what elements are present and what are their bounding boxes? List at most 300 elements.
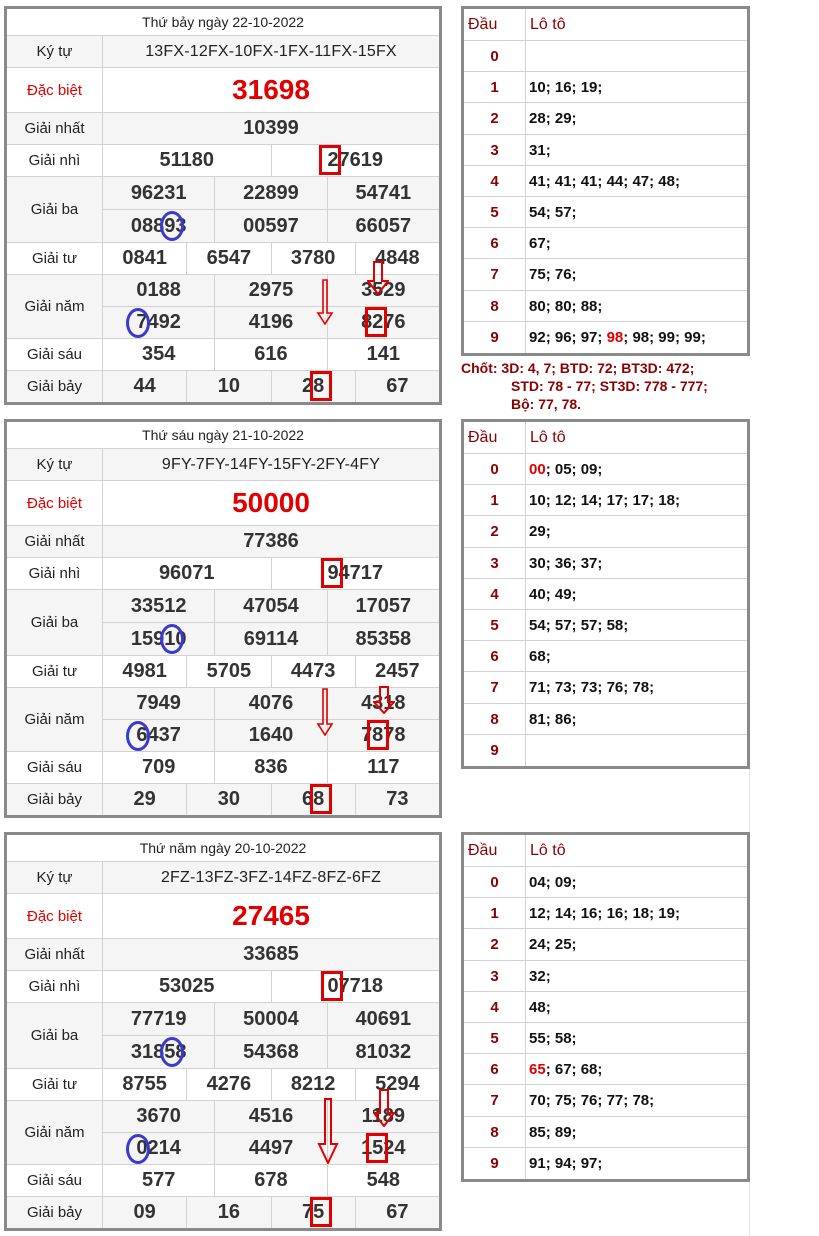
- giai-bay-value: 09: [133, 1201, 156, 1223]
- giai-nam-number: 4318: [361, 692, 406, 714]
- row-dac-biet: [7, 894, 439, 939]
- giai-nam-value: [327, 1133, 439, 1164]
- loto-number: 47: [632, 172, 650, 190]
- loto-number: 36: [554, 554, 572, 572]
- loto-table-2: [461, 419, 750, 769]
- loto-row: [464, 641, 747, 672]
- label-giai-sau: Giải sáu: [7, 752, 103, 783]
- giai-bay-value: 67: [355, 371, 439, 402]
- giai-bay-value: 16: [186, 1197, 270, 1228]
- giai-nam-value: 3670: [136, 1105, 181, 1127]
- row-giai-nhi: [7, 558, 439, 590]
- dau-value: 6: [464, 1054, 526, 1084]
- giai-nhi-value: 51180: [159, 149, 214, 171]
- row-giai-sau: [7, 1165, 439, 1197]
- loto-header-label: Lô tô: [530, 842, 566, 859]
- loto-number: 16: [554, 79, 572, 97]
- loto-values: 65; 67; 68;: [529, 1061, 603, 1079]
- loto-number: 14: [580, 492, 598, 510]
- loto-number: 67: [529, 235, 546, 253]
- dau-header: Đầu: [464, 9, 526, 40]
- giai-sau-value: 709: [141, 756, 176, 778]
- giai-ba-number: 08893: [130, 214, 187, 237]
- down-arrow-icon: [373, 1089, 395, 1127]
- loto-number: 09: [554, 874, 572, 891]
- result-date: Thứ sáu ngày 21-10-2022: [7, 422, 439, 449]
- loto-number: 76: [606, 679, 624, 697]
- giai-nhi-value: 96071: [158, 562, 215, 584]
- label-giai-nam: Giải năm: [7, 275, 103, 338]
- loto-values: 10; 12; 14; 17; 17; 18;: [529, 492, 680, 510]
- loto-number: 09: [580, 461, 598, 478]
- dau-value: 0: [464, 454, 526, 484]
- giai-ba-value: 66057: [327, 210, 439, 242]
- loto-number: 97: [580, 328, 598, 346]
- giai-ba-value: [103, 210, 214, 242]
- dau-value: 7: [464, 1085, 526, 1115]
- giai-ba-value: 17057: [327, 590, 439, 622]
- label-giai-nhat: Giải nhất: [7, 939, 103, 970]
- loto-values: 92; 96; 97; 98; 98; 99; 99;: [529, 328, 706, 346]
- dau-value: 9: [464, 735, 526, 766]
- giai-sau-value: 616: [214, 339, 326, 370]
- loto-number: 41: [580, 172, 598, 190]
- loto-row: [464, 1148, 747, 1179]
- row-giai-bay: [7, 784, 439, 815]
- loto-number: 10: [529, 79, 546, 97]
- loto-row: [464, 259, 747, 290]
- loto-values: 28; 29;: [529, 110, 577, 128]
- loto-number: 58: [606, 616, 624, 634]
- loto-number: 55: [529, 1029, 546, 1047]
- loto-values: 80; 80; 88;: [529, 297, 603, 315]
- chot-line: Bộ: 77, 78.: [511, 396, 582, 412]
- dau-value: 4: [464, 579, 526, 609]
- loto-number: 85: [529, 1123, 546, 1141]
- giai-ba-value: 77719: [130, 1007, 187, 1030]
- giai-ba-value: 33512: [130, 594, 187, 617]
- giai-nhi-number: 07718: [327, 975, 384, 997]
- down-arrow-icon: [317, 1098, 339, 1164]
- giai-bay-number: 28: [302, 375, 325, 397]
- label-giai-tu: Giải tư: [7, 1069, 103, 1100]
- loto-values: 10; 16; 19;: [529, 79, 603, 97]
- giai-sau-value: 117: [327, 752, 439, 783]
- giai-nhi-value: [271, 558, 440, 589]
- giai-ba-value: 22899: [214, 177, 326, 209]
- red-box-marker: [310, 784, 332, 814]
- blue-oval-marker: [160, 1037, 184, 1067]
- giai-nhi-value: [271, 145, 440, 176]
- loto-number: 40: [529, 585, 546, 603]
- loto-values: 48;: [529, 998, 551, 1016]
- loto-rows: [464, 454, 747, 766]
- giai-tu-value: 6547: [186, 243, 270, 274]
- loto-number: 57: [554, 616, 572, 634]
- giai-sau-value: 678: [214, 1165, 326, 1196]
- loto-row: [464, 961, 747, 992]
- giai-sau-value: 354: [141, 343, 176, 365]
- label-giai-sau: Giải sáu: [7, 339, 103, 370]
- dau-value: 6: [464, 228, 526, 258]
- label-giai-nhat: Giải nhất: [7, 526, 103, 557]
- giai-ba-value: 54368: [214, 1036, 326, 1068]
- giai-tu-value: 0841: [122, 247, 167, 269]
- giai-sau-value: 548: [327, 1165, 439, 1196]
- loto-rows: [464, 41, 747, 353]
- loto-number: 41: [554, 172, 572, 190]
- loto-row: [464, 322, 747, 353]
- loto-row: [464, 610, 747, 641]
- loto-number: 41: [529, 172, 546, 190]
- loto-row: [464, 41, 747, 72]
- loto-number: 81: [529, 710, 546, 728]
- label-giai-nhat: Giải nhất: [7, 113, 103, 144]
- giai-nam-value: 4516: [214, 1101, 326, 1132]
- giai-bay-value: 67: [355, 1197, 439, 1228]
- giai-bay-value: 73: [355, 784, 439, 815]
- giai-tu-value: 8755: [122, 1073, 167, 1095]
- row-giai-sau: [7, 339, 439, 371]
- loto-row: [464, 291, 747, 322]
- dau-value: 1: [464, 898, 526, 928]
- label-giai-nhi: Giải nhì: [7, 558, 103, 589]
- giai-nam-value: [327, 720, 439, 751]
- giai-ba-value: [103, 623, 214, 655]
- loto-values: 54; 57;: [529, 203, 577, 221]
- row-giai-nhi: [7, 971, 439, 1003]
- loto-row: [464, 672, 747, 703]
- loto-number: 16: [606, 905, 624, 923]
- ky-tu-value: 13FX-12FX-10FX-1FX-11FX-15FX: [145, 42, 397, 60]
- loto-number: 44: [606, 172, 624, 190]
- giai-nam-value: 0188: [136, 279, 181, 301]
- loto-number: 67: [554, 1061, 572, 1079]
- giai-nam-value: 4497: [214, 1133, 326, 1164]
- giai-ba-value: 00597: [214, 210, 326, 242]
- row-giai-bay: [7, 1197, 439, 1228]
- loto-number: 78: [632, 1092, 650, 1110]
- giai-bay-value: 44: [133, 375, 156, 397]
- dau-value: 2: [464, 516, 526, 546]
- label-giai-sau: Giải sáu: [7, 1165, 103, 1196]
- dau-value: 5: [464, 1023, 526, 1053]
- dau-value: 3: [464, 548, 526, 578]
- loto-number: 05: [554, 461, 572, 478]
- result-date: Thứ bảy ngày 22-10-2022: [7, 9, 439, 36]
- label-giai-tu: Giải tư: [7, 656, 103, 687]
- giai-nhi-number: 94717: [327, 562, 384, 584]
- row-giai-nhat: [7, 526, 439, 558]
- dau-value: 7: [464, 672, 526, 702]
- loto-values: 31;: [529, 141, 551, 159]
- loto-number: 49: [554, 585, 572, 603]
- loto-number: 99: [658, 328, 675, 346]
- loto-values: 12; 14; 16; 16; 18; 19;: [529, 905, 680, 923]
- giai-bay-value: 10: [186, 371, 270, 402]
- blue-oval-marker: [160, 624, 184, 654]
- loto-number: 10: [529, 492, 546, 510]
- giai-bay-value: 29: [133, 788, 156, 810]
- dau-value: 8: [464, 291, 526, 321]
- giai-sau-value: 577: [141, 1169, 176, 1191]
- giai-nam-value: [103, 307, 214, 338]
- giai-nhi-value: [271, 971, 440, 1002]
- dau-value: 7: [464, 259, 526, 289]
- loto-number: 80: [529, 297, 546, 315]
- red-box-marker: [366, 1133, 388, 1163]
- chot-line: Chốt: 3D: 4, 7; BTD: 72; BT3D: 472;: [461, 360, 695, 376]
- row-ky-tu: [7, 449, 439, 481]
- label-giai-ba: Giải ba: [7, 177, 103, 242]
- blue-oval-marker: [160, 211, 184, 241]
- loto-number: 25: [554, 936, 572, 954]
- dau-value: 8: [464, 1117, 526, 1147]
- label-ky-tu: Ký tự: [7, 36, 103, 67]
- row-giai-nam: [7, 1101, 439, 1165]
- loto-number: 19: [580, 79, 598, 97]
- loto-number: 86: [554, 710, 572, 728]
- dau-value: 3: [464, 135, 526, 165]
- dau-value: 5: [464, 610, 526, 640]
- loto-row: [464, 898, 747, 929]
- giai-bay-value: [271, 371, 355, 402]
- loto-row: [464, 548, 747, 579]
- loto-values: 67;: [529, 235, 551, 253]
- loto-number: 57: [554, 203, 572, 221]
- giai-nam-value: [327, 1101, 439, 1132]
- giai-ba-value: 85358: [327, 623, 439, 655]
- giai-nhat-value: 10399: [243, 117, 299, 139]
- loto-number: 77: [606, 1092, 624, 1110]
- row-dac-biet: [7, 481, 439, 526]
- red-box-marker: [365, 307, 387, 337]
- loto-number: 37: [580, 554, 598, 572]
- giai-nam-number: 7878: [361, 724, 406, 746]
- label-giai-ba: Giải ba: [7, 590, 103, 655]
- loto-header-label: Lô tô: [530, 16, 566, 33]
- label-giai-ba: Giải ba: [7, 1003, 103, 1068]
- loto-number: 96: [554, 328, 572, 346]
- loto-row: [464, 197, 747, 228]
- giai-nam-number: 8276: [361, 311, 406, 333]
- down-arrow-icon: [314, 279, 336, 325]
- loto-values: 68;: [529, 648, 551, 666]
- label-ky-tu: Ký tự: [7, 449, 103, 480]
- row-giai-bay: [7, 371, 439, 402]
- chot-line: STD: 78 - 77; ST3D: 778 - 777;: [511, 378, 708, 394]
- giai-tu-value: 8212: [271, 1069, 355, 1100]
- row-giai-ba: [7, 1003, 439, 1069]
- loto-number: 48: [529, 998, 546, 1016]
- giai-ba-number: 31858: [130, 1040, 187, 1063]
- label-dac-biet: Đặc biệt: [7, 68, 103, 112]
- loto-row: [464, 516, 747, 547]
- loto-number: 04: [529, 874, 546, 891]
- loto-values: 75; 76;: [529, 266, 577, 284]
- loto-number: 99: [684, 328, 701, 346]
- row-giai-nhat: [7, 939, 439, 971]
- loto-number: 75: [554, 1092, 572, 1110]
- giai-nam-value: [327, 275, 439, 306]
- giai-tu-value: 4981: [122, 660, 167, 682]
- loto-number: 73: [580, 679, 598, 697]
- loto-number: 75: [529, 266, 546, 284]
- giai-nam-value: 4196: [214, 307, 326, 338]
- loto-values: 54; 57; 57; 58;: [529, 616, 629, 634]
- giai-tu-value: 5294: [355, 1069, 439, 1100]
- loto-values: 55; 58;: [529, 1029, 577, 1047]
- dau-value: 4: [464, 166, 526, 196]
- down-arrow-icon: [314, 688, 336, 736]
- giai-nam-number: 1189: [361, 1105, 406, 1127]
- loto-row: [464, 103, 747, 134]
- loto-values: 85; 89;: [529, 1123, 577, 1141]
- down-arrow-icon: [367, 261, 389, 295]
- loto-number: 80: [554, 297, 572, 315]
- dac-biet-value: 27465: [232, 900, 310, 931]
- loto-number: 48: [658, 172, 675, 190]
- chot-prediction: [461, 359, 750, 413]
- loto-number: 12: [529, 905, 546, 923]
- label-giai-nhi: Giải nhì: [7, 971, 103, 1002]
- dac-biet-value: 31698: [232, 74, 310, 105]
- giai-nam-value: 7949: [136, 692, 181, 714]
- red-box-marker: [319, 145, 341, 175]
- loto-values: 91; 94; 97;: [529, 1154, 603, 1172]
- loto-number: 91: [529, 1154, 546, 1172]
- loto-row: [464, 579, 747, 610]
- loto-number: 98: [632, 328, 650, 346]
- result-table-1: [4, 6, 442, 405]
- loto-number: 58: [554, 1029, 572, 1047]
- dau-value: 5: [464, 197, 526, 227]
- label-giai-bay: Giải bảy: [7, 1197, 103, 1228]
- loto-row: [464, 135, 747, 166]
- loto-number: 97: [580, 1154, 598, 1172]
- loto-number: 18: [658, 492, 675, 510]
- giai-nam-value: 4076: [214, 688, 326, 719]
- row-giai-nam: [7, 688, 439, 752]
- loto-number: 54: [529, 616, 546, 634]
- giai-nam-value: [103, 720, 214, 751]
- ky-tu-value: 2FZ-13FZ-3FZ-14FZ-8FZ-6FZ: [160, 868, 382, 886]
- loto-values: 29;: [529, 523, 551, 541]
- loto-number: 68: [529, 648, 546, 666]
- giai-ba-value: 50004: [214, 1003, 326, 1035]
- loto-number: 24: [529, 936, 546, 954]
- giai-tu-value: 4276: [186, 1069, 270, 1100]
- loto-number: 00: [529, 461, 546, 478]
- giai-nam-value: [327, 307, 439, 338]
- loto-values: 30; 36; 37;: [529, 554, 603, 572]
- dau-value: 1: [464, 72, 526, 102]
- loto-header: [464, 422, 747, 454]
- giai-ba-value: 47054: [214, 590, 326, 622]
- red-box-marker: [367, 720, 389, 750]
- giai-ba-value: 96231: [130, 181, 187, 204]
- dau-header: Đầu: [464, 422, 526, 453]
- loto-number: 70: [529, 1092, 546, 1110]
- loto-row: [464, 929, 747, 960]
- loto-row: [464, 485, 747, 516]
- label-giai-bay: Giải bảy: [7, 371, 103, 402]
- giai-nam-value: 1640: [214, 720, 326, 751]
- giai-tu-value: 3780: [271, 243, 355, 274]
- loto-row: [464, 72, 747, 103]
- loto-values: [526, 41, 747, 71]
- dau-value: 0: [464, 867, 526, 897]
- giai-tu-value: 2457: [355, 656, 439, 687]
- loto-row: [464, 1117, 747, 1148]
- loto-row: [464, 992, 747, 1023]
- loto-values: 04; 09;: [529, 874, 577, 891]
- red-box-marker: [321, 971, 343, 1001]
- down-arrow-icon: [373, 686, 395, 714]
- blue-oval-marker: [126, 308, 150, 338]
- loto-table-1: [461, 6, 750, 356]
- loto-values: 71; 73; 73; 76; 78;: [529, 679, 655, 697]
- loto-number: 16: [580, 905, 598, 923]
- loto-row: [464, 454, 747, 485]
- giai-bay-value: 30: [186, 784, 270, 815]
- giai-nhat-value: 33685: [243, 943, 299, 965]
- loto-number: 71: [529, 679, 546, 697]
- giai-nam-number: 6437: [136, 724, 181, 746]
- label-giai-bay: Giải bảy: [7, 784, 103, 815]
- result-table-2: [4, 419, 442, 818]
- loto-row: [464, 867, 747, 898]
- loto-number: 28: [529, 110, 546, 128]
- row-ky-tu: [7, 36, 439, 68]
- loto-values: [526, 735, 747, 766]
- giai-nam-number: 1524: [361, 1137, 406, 1159]
- giai-tu-value: 4848: [355, 243, 439, 274]
- dau-value: 2: [464, 929, 526, 959]
- giai-sau-value: 836: [214, 752, 326, 783]
- label-ky-tu: Ký tự: [7, 862, 103, 893]
- loto-number: 17: [606, 492, 624, 510]
- loto-values: 24; 25;: [529, 936, 577, 954]
- giai-nam-number: 0214: [136, 1137, 181, 1159]
- dau-value: 6: [464, 641, 526, 671]
- giai-nhi-number: 27619: [327, 149, 384, 171]
- dau-value: 4: [464, 992, 526, 1022]
- row-giai-ba: [7, 590, 439, 656]
- loto-number: 98: [606, 328, 624, 346]
- loto-number: 73: [554, 679, 572, 697]
- giai-nam-value: 2975: [214, 275, 326, 306]
- loto-number: 12: [554, 492, 572, 510]
- loto-number: 54: [529, 203, 546, 221]
- dau-value: 1: [464, 485, 526, 515]
- loto-number: 57: [580, 616, 598, 634]
- row-giai-sau: [7, 752, 439, 784]
- loto-number: 94: [554, 1154, 572, 1172]
- loto-number: 76: [554, 266, 572, 284]
- giai-ba-value: 54741: [327, 177, 439, 209]
- giai-bay-value: [271, 1197, 355, 1228]
- label-giai-nam: Giải năm: [7, 688, 103, 751]
- label-dac-biet: Đặc biệt: [7, 894, 103, 938]
- giai-nam-number: 3529: [361, 279, 406, 301]
- loto-row: [464, 735, 747, 766]
- loto-number: 31: [529, 141, 546, 159]
- row-giai-ba: [7, 177, 439, 243]
- loto-number: 65: [529, 1061, 546, 1079]
- loto-number: 30: [529, 554, 546, 572]
- loto-row: [464, 1054, 747, 1085]
